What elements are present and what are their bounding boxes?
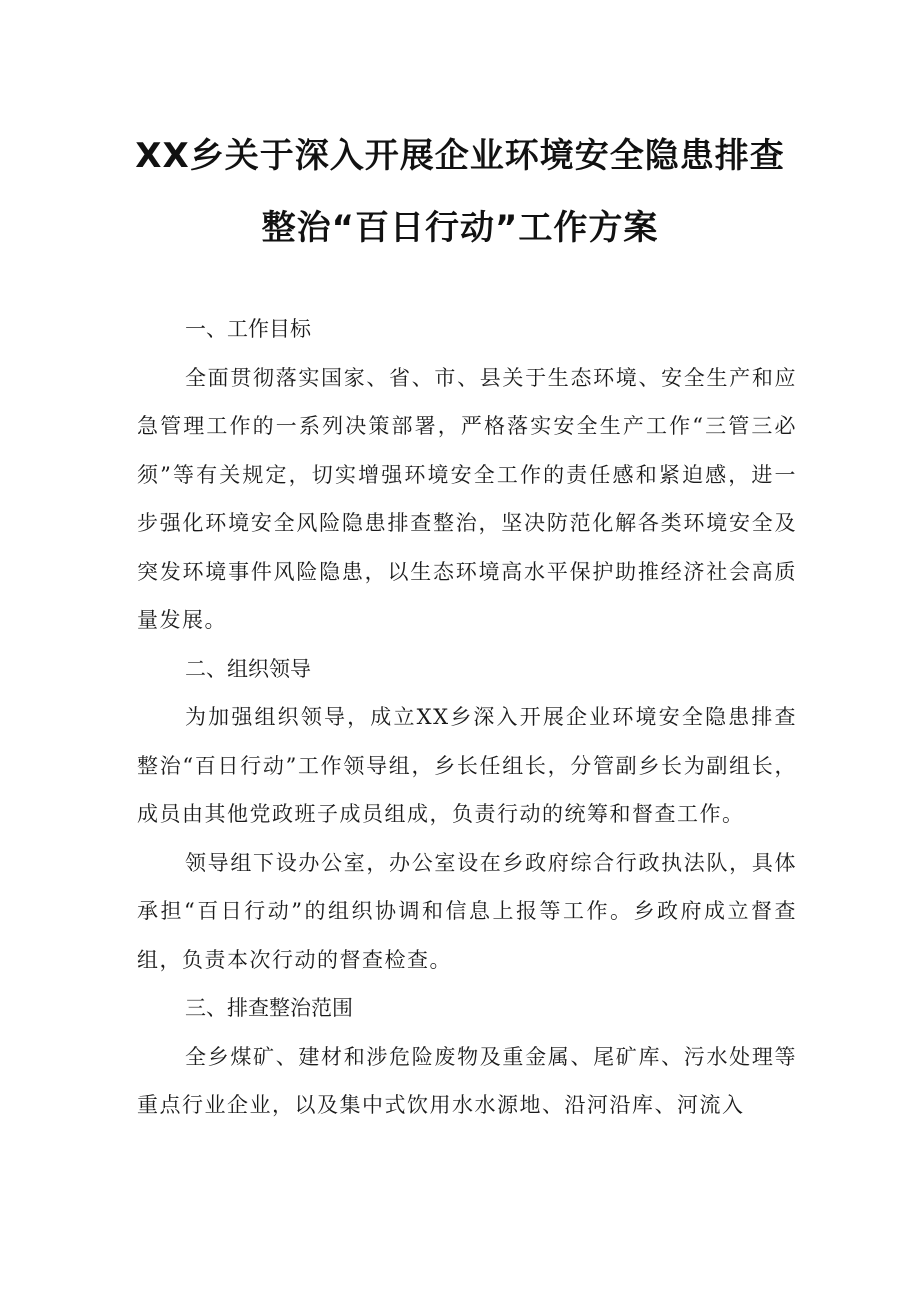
paragraph-scope: 全乡煤矿、建材和涉危险废物及重金属、尾矿库、污水处理等重点行业企业，以及集中式饮用水水源地、沿河沿库、河流入 — [137, 1044, 797, 1117]
document-body — [137, 305, 797, 1130]
document-title-line-2: 整治“百日行动”工作方案 — [261, 208, 659, 248]
section-heading-work-goals: 一、工作目标 — [185, 317, 311, 341]
document-title-line-1: XX乡关于深入开展企业环境安全隐患排查 — [135, 136, 785, 176]
paragraph-work-goals: 全面贯彻落实国家、省、市、县关于生态环境、安全生产和应急管理工作的一系列决策部署，严格落实安全生产工作“三管三必须”等有关规定，切实增强环境安全工作的责任感和紧迫感，进一步强化环境安全风险隐患排查整治，坚决防范化解各类环境安全及突发环境事件风险隐患，以生态环境高水平保护助推经济社会高质量发展。 — [137, 365, 797, 632]
paragraph-office: 领导组下设办公室，办公室设在乡政府综合行政执法队，具体承担“百日行动”的组织协调和信息上报等工作。乡政府成立督查组，负责本次行动的督查检查。 — [137, 850, 797, 972]
section-heading-scope: 三、排查整治范围 — [185, 996, 353, 1020]
paragraph-leadership-group: 为加强组织领导，成立XX乡深入开展企业环境安全隐患排查整治“百日行动”工作领导组，乡长任组长，分管副乡长为副组长，成员由其他党政班子成员组成，负责行动的统筹和督查工作。 — [137, 705, 797, 826]
section-heading-organization: 二、组织领导 — [185, 656, 311, 681]
